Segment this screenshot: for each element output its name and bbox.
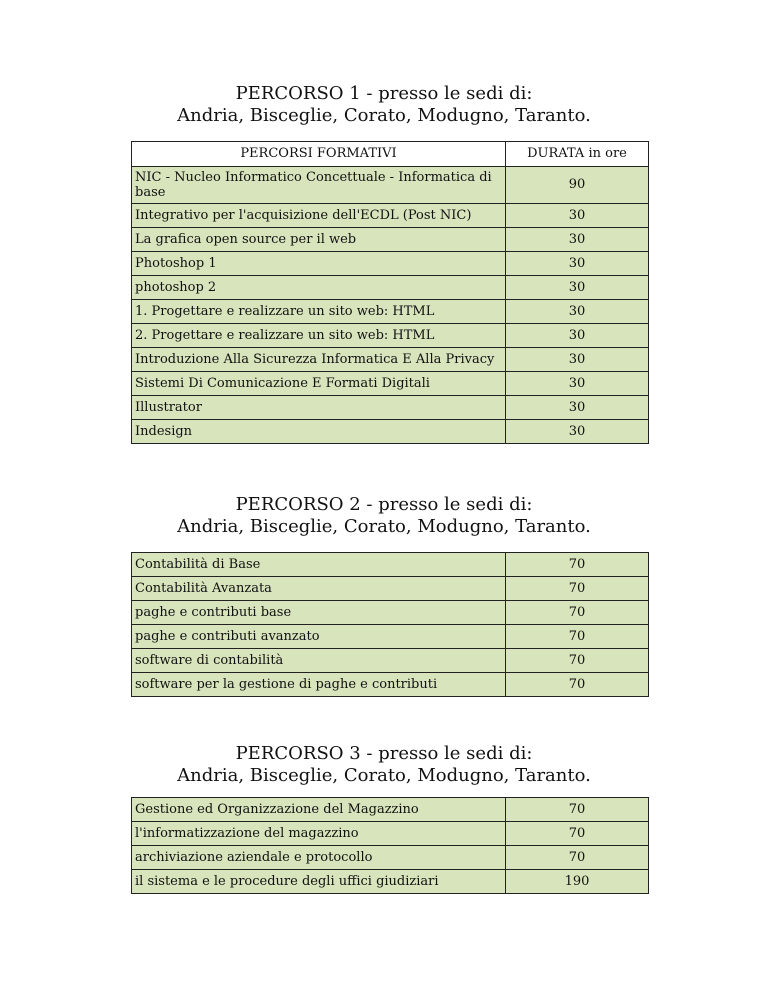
table-row <box>132 167 649 204</box>
section-1-title <box>0 83 768 127</box>
course-hours: 30 <box>506 396 649 420</box>
course-hours: 30 <box>506 420 649 444</box>
course-hours: 190 <box>506 870 649 894</box>
table-row <box>132 846 649 870</box>
course-name: Contabilità Avanzata <box>132 577 506 601</box>
table-row <box>132 649 649 673</box>
section-3-title-line2: Andria, Bisceglie, Corato, Modugno, Taranto. <box>177 765 591 786</box>
course-name: NIC - Nucleo Informatico Concettuale - Informatica di base <box>132 167 506 204</box>
course-name: La grafica open source per il web <box>132 228 506 252</box>
section-3-table <box>131 797 649 894</box>
table-row <box>132 252 649 276</box>
course-hours: 30 <box>506 228 649 252</box>
section-1-title-line2: Andria, Bisceglie, Corato, Modugno, Taranto. <box>177 105 591 126</box>
column-header-hours: DURATA in ore <box>506 142 649 167</box>
section-1-title-line1: PERCORSO 1 - presso le sedi di: <box>235 83 533 104</box>
course-name: Indesign <box>132 420 506 444</box>
course-hours: 30 <box>506 348 649 372</box>
course-name: Contabilità di Base <box>132 553 506 577</box>
course-hours: 90 <box>506 167 649 204</box>
table-row <box>132 673 649 697</box>
course-hours: 30 <box>506 276 649 300</box>
course-name: 1. Progettare e realizzare un sito web: HTML <box>132 300 506 324</box>
course-name: Sistemi Di Comunicazione E Formati Digitali <box>132 372 506 396</box>
course-hours: 70 <box>506 649 649 673</box>
course-name: archiviazione aziendale e protocollo <box>132 846 506 870</box>
table-row <box>132 324 649 348</box>
course-name: software di contabilità <box>132 649 506 673</box>
course-hours: 70 <box>506 577 649 601</box>
table-row <box>132 420 649 444</box>
course-name: photoshop 2 <box>132 276 506 300</box>
section-2-title-line1: PERCORSO 2 - presso le sedi di: <box>235 494 533 515</box>
column-header-courses: PERCORSI FORMATIVI <box>132 142 506 167</box>
course-hours: 70 <box>506 601 649 625</box>
course-hours: 30 <box>506 204 649 228</box>
table-header-row <box>132 142 649 167</box>
course-name: Integrativo per l'acquisizione dell'ECDL (Post NIC) <box>132 204 506 228</box>
course-hours: 70 <box>506 846 649 870</box>
course-hours: 70 <box>506 553 649 577</box>
course-name: l'informatizzazione del magazzino <box>132 822 506 846</box>
course-hours: 30 <box>506 300 649 324</box>
course-name: Illustrator <box>132 396 506 420</box>
table-row <box>132 204 649 228</box>
table-row <box>132 553 649 577</box>
course-name: software per la gestione di paghe e contributi <box>132 673 506 697</box>
section-2-table <box>131 552 649 697</box>
table-row <box>132 577 649 601</box>
course-hours: 70 <box>506 798 649 822</box>
course-hours: 30 <box>506 372 649 396</box>
section-3-title <box>0 743 768 787</box>
course-name: paghe e contributi avanzato <box>132 625 506 649</box>
table-row <box>132 396 649 420</box>
table-row <box>132 372 649 396</box>
table-row <box>132 798 649 822</box>
section-1-table <box>131 141 649 444</box>
table-row <box>132 300 649 324</box>
table-row <box>132 822 649 846</box>
course-hours: 30 <box>506 324 649 348</box>
course-hours: 70 <box>506 822 649 846</box>
table-row <box>132 870 649 894</box>
table-row <box>132 348 649 372</box>
table-row <box>132 276 649 300</box>
course-name: Gestione ed Organizzazione del Magazzino <box>132 798 506 822</box>
course-hours: 30 <box>506 252 649 276</box>
course-hours: 70 <box>506 673 649 697</box>
course-name: Introduzione Alla Sicurezza Informatica E Alla Privacy <box>132 348 506 372</box>
section-2-title <box>0 494 768 538</box>
course-hours: 70 <box>506 625 649 649</box>
course-name: 2. Progettare e realizzare un sito web: HTML <box>132 324 506 348</box>
course-name: paghe e contributi base <box>132 601 506 625</box>
course-name: il sistema e le procedure degli uffici giudiziari <box>132 870 506 894</box>
section-3-title-line1: PERCORSO 3 - presso le sedi di: <box>235 743 533 764</box>
section-2-title-line2: Andria, Bisceglie, Corato, Modugno, Taranto. <box>177 516 591 537</box>
table-row <box>132 601 649 625</box>
table-row <box>132 228 649 252</box>
table-row <box>132 625 649 649</box>
course-name: Photoshop 1 <box>132 252 506 276</box>
